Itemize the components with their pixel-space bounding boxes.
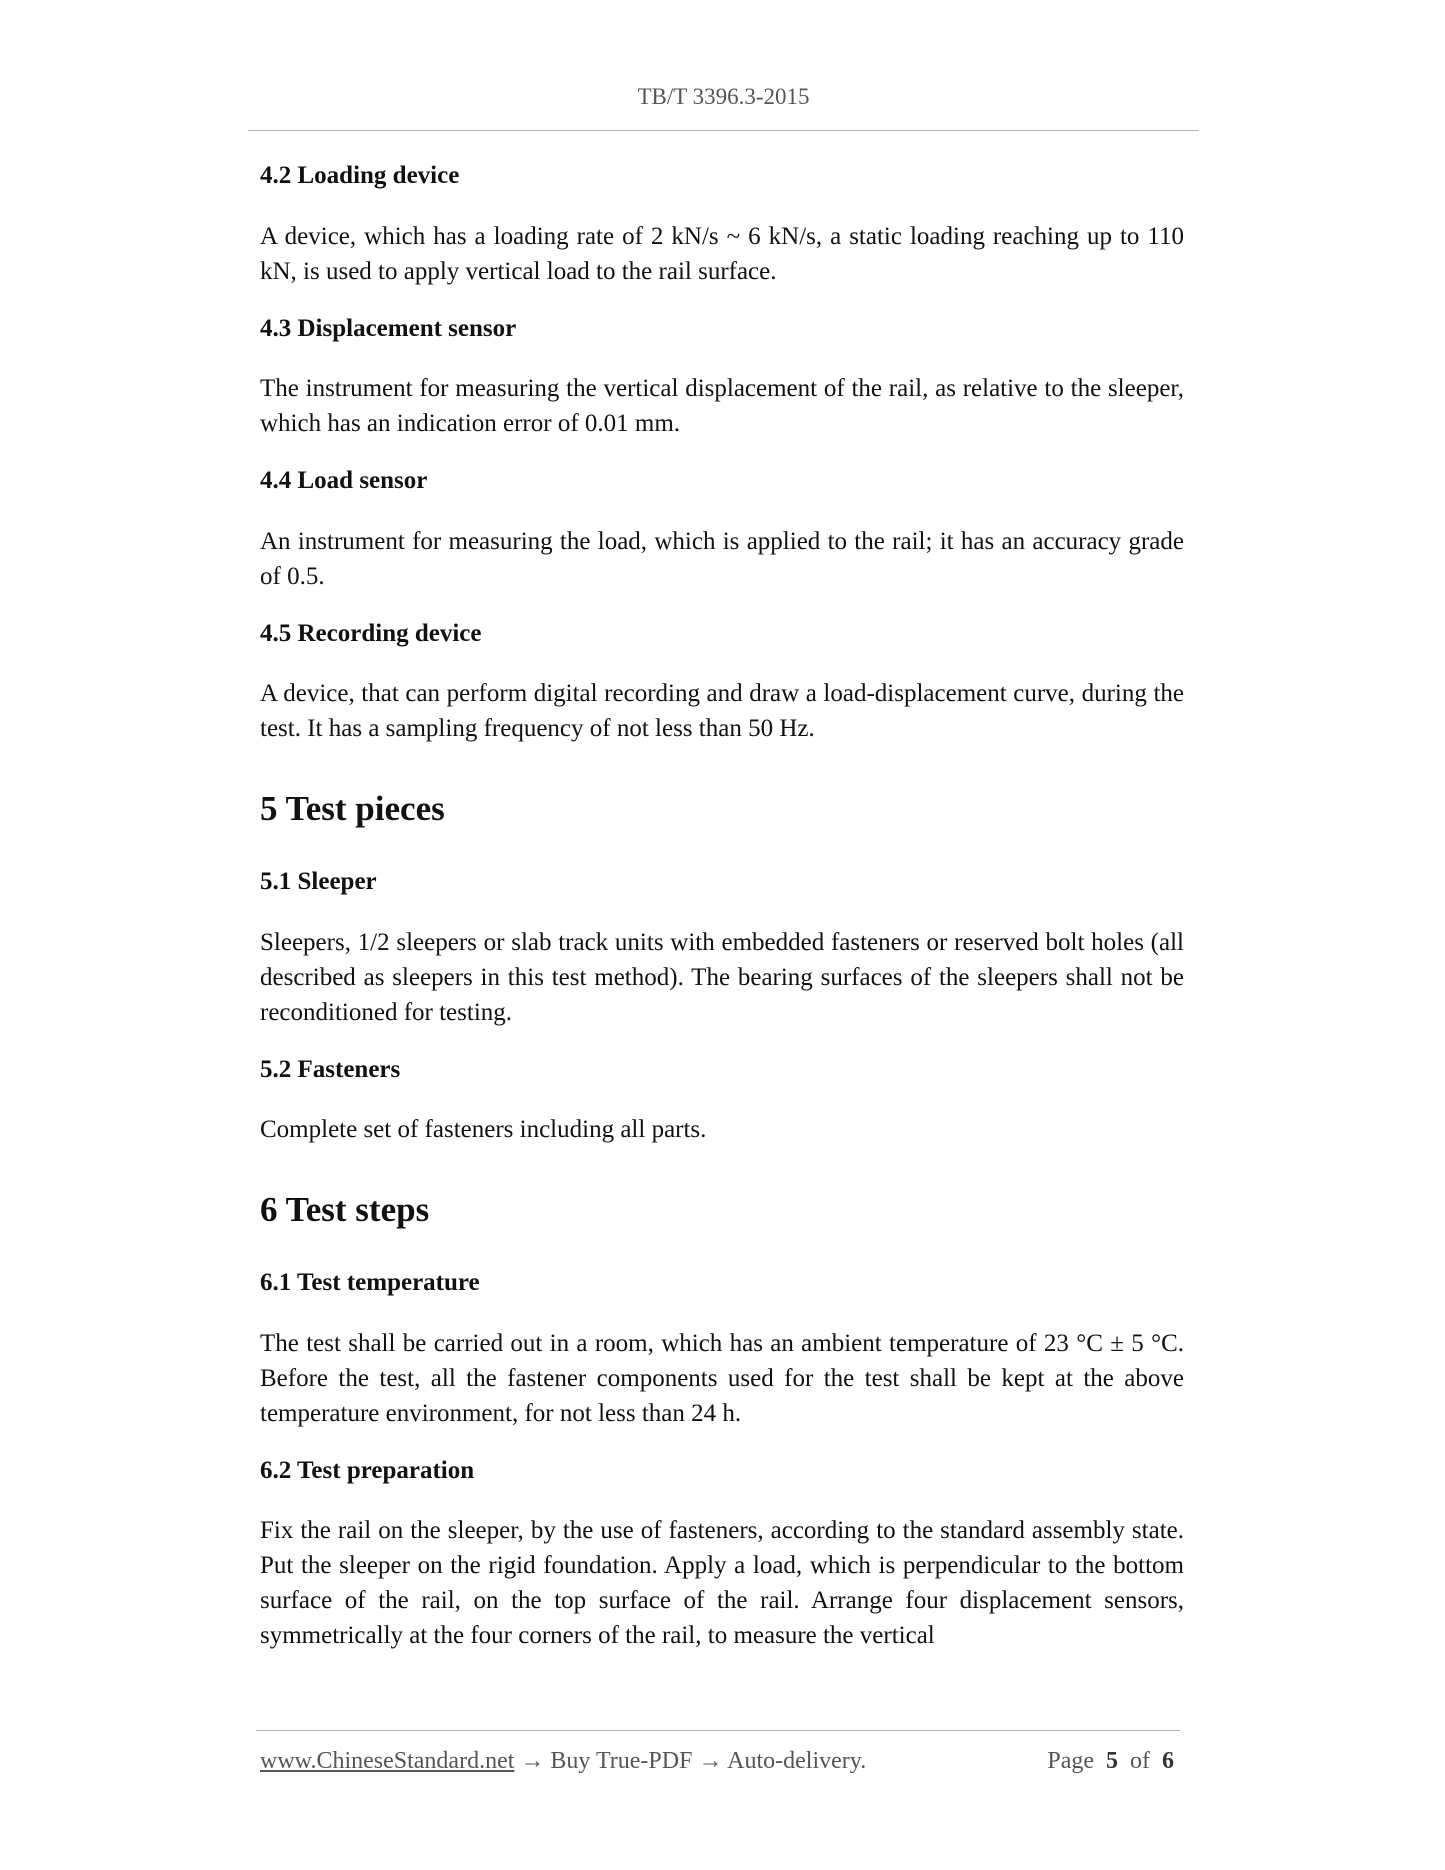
footer-divider (256, 1730, 1180, 1731)
section-text-4-2: A device, which has a loading rate of 2 kN/s ~ 6 kN/s, a static loading reaching up to 110 kN, is used to apply vertical load to the rail surface. (260, 222, 1184, 285)
section-heading-6-2: 6.2 Test preparation (260, 1456, 475, 1484)
page-current: 5 (1106, 1748, 1118, 1774)
section-text-6-2: Fix the rail on the sleeper, by the use of fasteners, according to the standard assembly state. Put the sleeper on the rigid foundation. Apply a load, which is perpendicular to the bottom surface of the rail, on the top surface of the rail. Arrange four displacement sensors, symmetrically at the four corners of the rail, to measure the vertical (260, 1517, 1184, 1649)
section-text-4-5: A device, that can perform digital recording and draw a load-displacement curve, during the test. It has a sampling frequency of not less than 50 Hz. (260, 680, 1184, 742)
arrow-right-icon: → (698, 1748, 723, 1774)
section-heading-5-1: 5.1 Sleeper (260, 868, 377, 895)
document-id: TB/T 3396.3-2015 (637, 84, 810, 109)
section-text-5-1: Sleepers, 1/2 sleepers or slab track units with embedded fasteners or reserved bolt holes (all described as sleepers in this test method). The bearing surfaces of the sleepers shall not be reconditioned for testing. (260, 928, 1184, 1026)
website-link[interactable]: www.ChineseStandard.net (260, 1748, 515, 1774)
section-heading-5-2: 5.2 Fasteners (260, 1055, 401, 1083)
section-heading-4-5: 4.5 Recording device (260, 619, 482, 647)
page-label: Page (1047, 1748, 1094, 1774)
section-text-6-1: The test shall be carried out in a room, which has an ambient temperature of 23 °C ± 5 °C. Before the test, all the fastener components used for the test shall be kept at the above temperature environment, for not less than 24 h. (260, 1329, 1184, 1427)
page-header (248, 84, 1199, 110)
section-heading-4-4: 4.4 Load sensor (260, 467, 428, 494)
auto-delivery-text: Auto-delivery. (727, 1748, 867, 1774)
buy-pdf-text: Buy True-PDF (550, 1748, 693, 1774)
footer-promo (260, 1748, 866, 1775)
section-heading-4-3: 4.3 Displacement sensor (260, 314, 517, 342)
section-text-4-4: An instrument for measuring the load, which is applied to the rail; it has an accuracy grade of 0.5. (260, 527, 1184, 590)
section-text-4-3: The instrument for measuring the vertical displacement of the rail, as relative to the sleeper, which has an indication error of 0.01 mm. (260, 375, 1184, 437)
page-total: 6 (1162, 1748, 1174, 1774)
chapter-heading-6: 6 Test steps (260, 1190, 430, 1229)
document-body (260, 160, 1184, 1677)
chapter-heading-5: 5 Test pieces (260, 789, 445, 828)
arrow-right-icon: → (520, 1748, 545, 1774)
header-divider (248, 130, 1199, 131)
section-heading-6-1: 6.1 Test temperature (260, 1269, 480, 1296)
section-text-5-2: Complete set of fasteners including all parts. (260, 1116, 707, 1143)
page-number (1047, 1748, 1174, 1775)
page-of-label: of (1130, 1748, 1150, 1774)
section-heading-4-2: 4.2 Loading device (260, 162, 460, 189)
